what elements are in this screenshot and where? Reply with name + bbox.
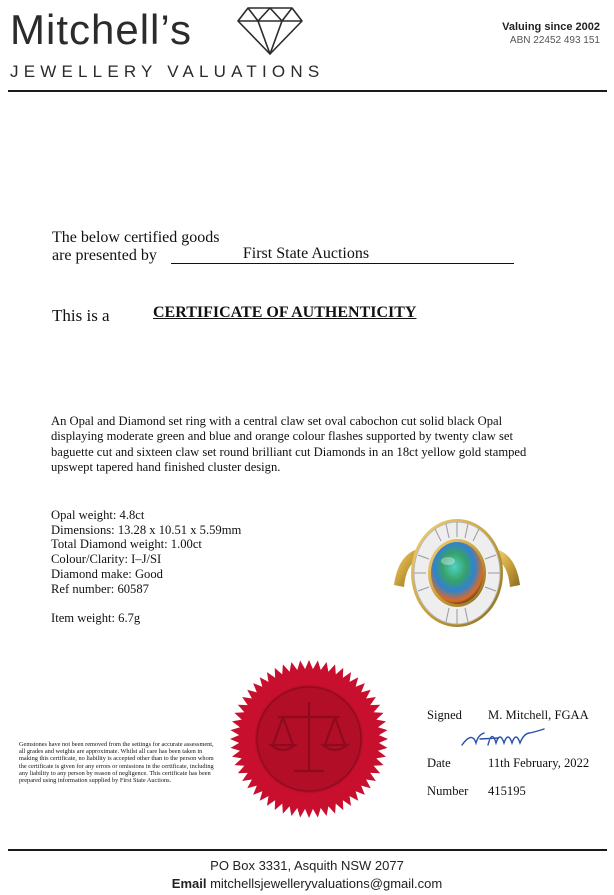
date-value: 11th February, 2022 <box>488 756 590 770</box>
spec-opal-weight: Opal weight: 4.8ct <box>51 508 145 522</box>
header-divider <box>8 90 607 92</box>
spec-ref-number: Ref number: 60587 <box>51 581 149 596</box>
date-label: Date <box>427 756 451 770</box>
ring-photo <box>388 515 526 633</box>
brand-name: Mitchell’s <box>10 6 192 53</box>
number-value: 415195 <box>488 784 526 798</box>
specs-list <box>51 508 241 596</box>
disclaimer-text: Gemstones have not been removed from the settings for accurate assessment, all grades and weights are approximate. Whilst all care has been taken in making this certificate, no liability is accepted other than to the person whom the certificate is given for any errors or omissions in the certificate, including any liability to any person by reason of negligence. This certificate has been prepared using information supplied by First State Auctions. <box>19 741 214 785</box>
handwritten-signature <box>458 725 548 751</box>
item-weight: Item weight: 6.7g <box>51 611 141 625</box>
valuing-since: Valuing since 2002 <box>502 21 600 33</box>
wax-seal-icon <box>229 659 389 819</box>
diamond-icon <box>236 4 304 56</box>
presented-line-1: The below certified goods <box>52 229 220 246</box>
footer-divider <box>8 849 607 851</box>
spec-colour-clarity: Colour/Clarity: I–J/SI <box>51 552 162 567</box>
recipient-underline <box>171 263 514 264</box>
footer-address: PO Box 3331, Asquith NSW 2077 <box>210 858 404 873</box>
email-value[interactable]: mitchellsjewelleryvaluations@gmail.com <box>210 876 443 891</box>
signed-value: M. Mitchell, FGAA <box>488 708 589 722</box>
email-label: Email <box>171 876 207 891</box>
brand-subtitle: JEWELLERY VALUATIONS <box>10 62 325 81</box>
spec-diamond-make: Diamond make: Good <box>51 566 163 581</box>
certificate-title: CERTIFICATE OF AUTHENTICITY <box>153 304 417 321</box>
item-description: An Opal and Diamond set ring with a central claw set oval cabochon cut solid black Opal displaying moderate green and blue and orange colour flashes supported by twenty claw set baguette cut and sixteen claw set round brilliant cut Diamonds in an 18ct yellow gold stamped upswept tapered hand finished cluster design. <box>51 414 527 475</box>
presented-line-2: are presented by <box>52 247 157 264</box>
number-label: Number <box>427 784 469 798</box>
recipient-name: First State Auctions <box>242 245 370 262</box>
abn-number: ABN 22452 493 151 <box>509 35 600 46</box>
spec-diamond-weight: Total Diamond weight: 1.00ct <box>51 537 202 552</box>
spec-dimensions: Dimensions: 13.28 x 10.51 x 5.59mm <box>51 522 242 537</box>
certificate-prefix: This is a <box>52 306 110 325</box>
signed-label: Signed <box>427 708 462 722</box>
footer-email <box>0 876 614 891</box>
